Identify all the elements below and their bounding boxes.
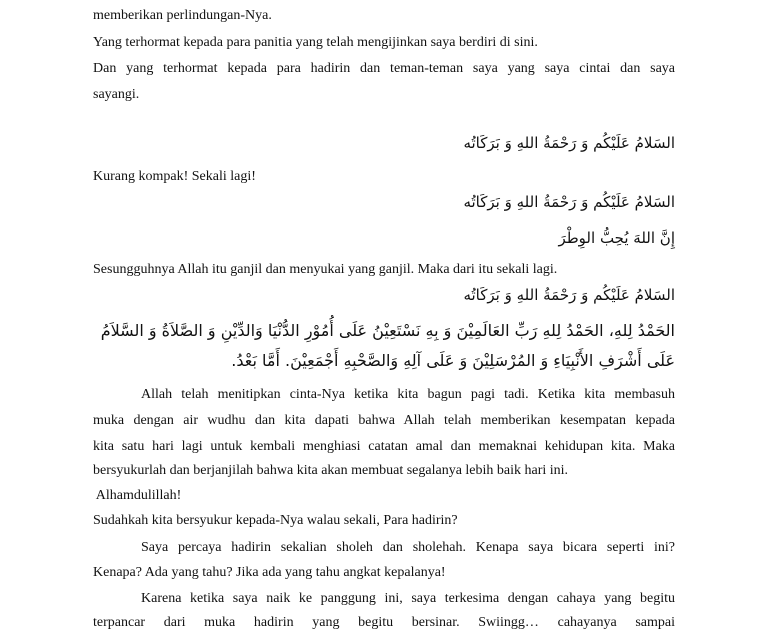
paragraph-line: kita satu hari lagi untuk kembali menghiasi catatan amal dan memaknai kehidupan kita. Maka [93,439,675,454]
arabic-verse: إِنَّ اللهَ يُحِبُّ الوِطْرَ [558,229,675,247]
paragraph-line: memberikan perlindungan-Nya. [93,8,272,23]
paragraph-line: Alhamdulillah! [93,488,182,503]
arabic-greeting: السَلامُ عَلَيْكُم وَ رَحْمَةُ اللهِ وَ بَرَكَاتُه [463,286,675,304]
paragraph-line: Kenapa? Ada yang tahu? Jika ada yang tahu angkat kepalanya! [93,565,446,580]
arabic-greeting: السَلامُ عَلَيْكُم وَ رَحْمَةُ اللهِ وَ بَرَكَاتُه [463,134,675,152]
paragraph-line: muka dengan air wudhu dan kita dapati bahwa Allah telah memberikan kesempatan kepada [93,413,675,428]
paragraph-line: Allah telah menitipkan cinta-Nya ketika kita bagun pagi tadi. Ketika kita membasuh [141,387,675,402]
paragraph-line: Kurang kompak! Sekali lagi! [93,169,256,184]
paragraph-line: Saya percaya hadirin sekalian sholeh dan sholehah. Kenapa saya bicara seperti ini? [141,540,675,555]
arabic-greeting: السَلامُ عَلَيْكُم وَ رَحْمَةُ اللهِ وَ بَرَكَاتُه [463,193,675,211]
paragraph-line: Karena ketika saya naik ke panggung ini, saya terkesima dengan cahaya yang begitu [141,591,675,606]
paragraph-line: Sudahkah kita bersyukur kepada-Nya walau sekali, Para hadirin? [93,513,458,528]
arabic-opening: الحَمْدُ لِلهِ، الحَمْدُ لِلهِ رَبِّ العَالَمِيْنَ وَ بِهِ نَسْتَعِيْنُ عَلَى أُمُوْرِ الدُّنْيَا وَالدِّيْنِ وَ الصَّلاَةُ وَ السَّلاَمُ [100,321,675,340]
paragraph-line: Sesungguhnya Allah itu ganjil dan menyukai yang ganjil. Maka dari itu sekali lagi. [93,262,558,277]
paragraph-line: bersyukurlah dan berjanjilah bahwa kita akan membuat segalanya lebih baik hari ini. [93,463,569,478]
paragraph-line: sayangi. [93,87,140,102]
paragraph-line: terpancar dari muka hadirin yang begitu bersinar. Swiingg… cahayanya sampai [93,615,675,630]
paragraph-line: Dan yang terhormat kepada para hadirin dan teman-teman saya yang saya cintai dan saya [93,61,675,76]
arabic-opening: عَلَى أَشْرَفِ الأَنْبِيَاءِ وَ المُرْسَلِيْنَ وَ عَلَى آلِهِ وَالصَّحْبِهِ أَجْمَعِيْنَ. أَمَّا بَعْدُ. [231,351,675,370]
paragraph-line: Yang terhormat kepada para panitia yang telah mengijinkan saya berdiri di sini. [93,35,538,50]
